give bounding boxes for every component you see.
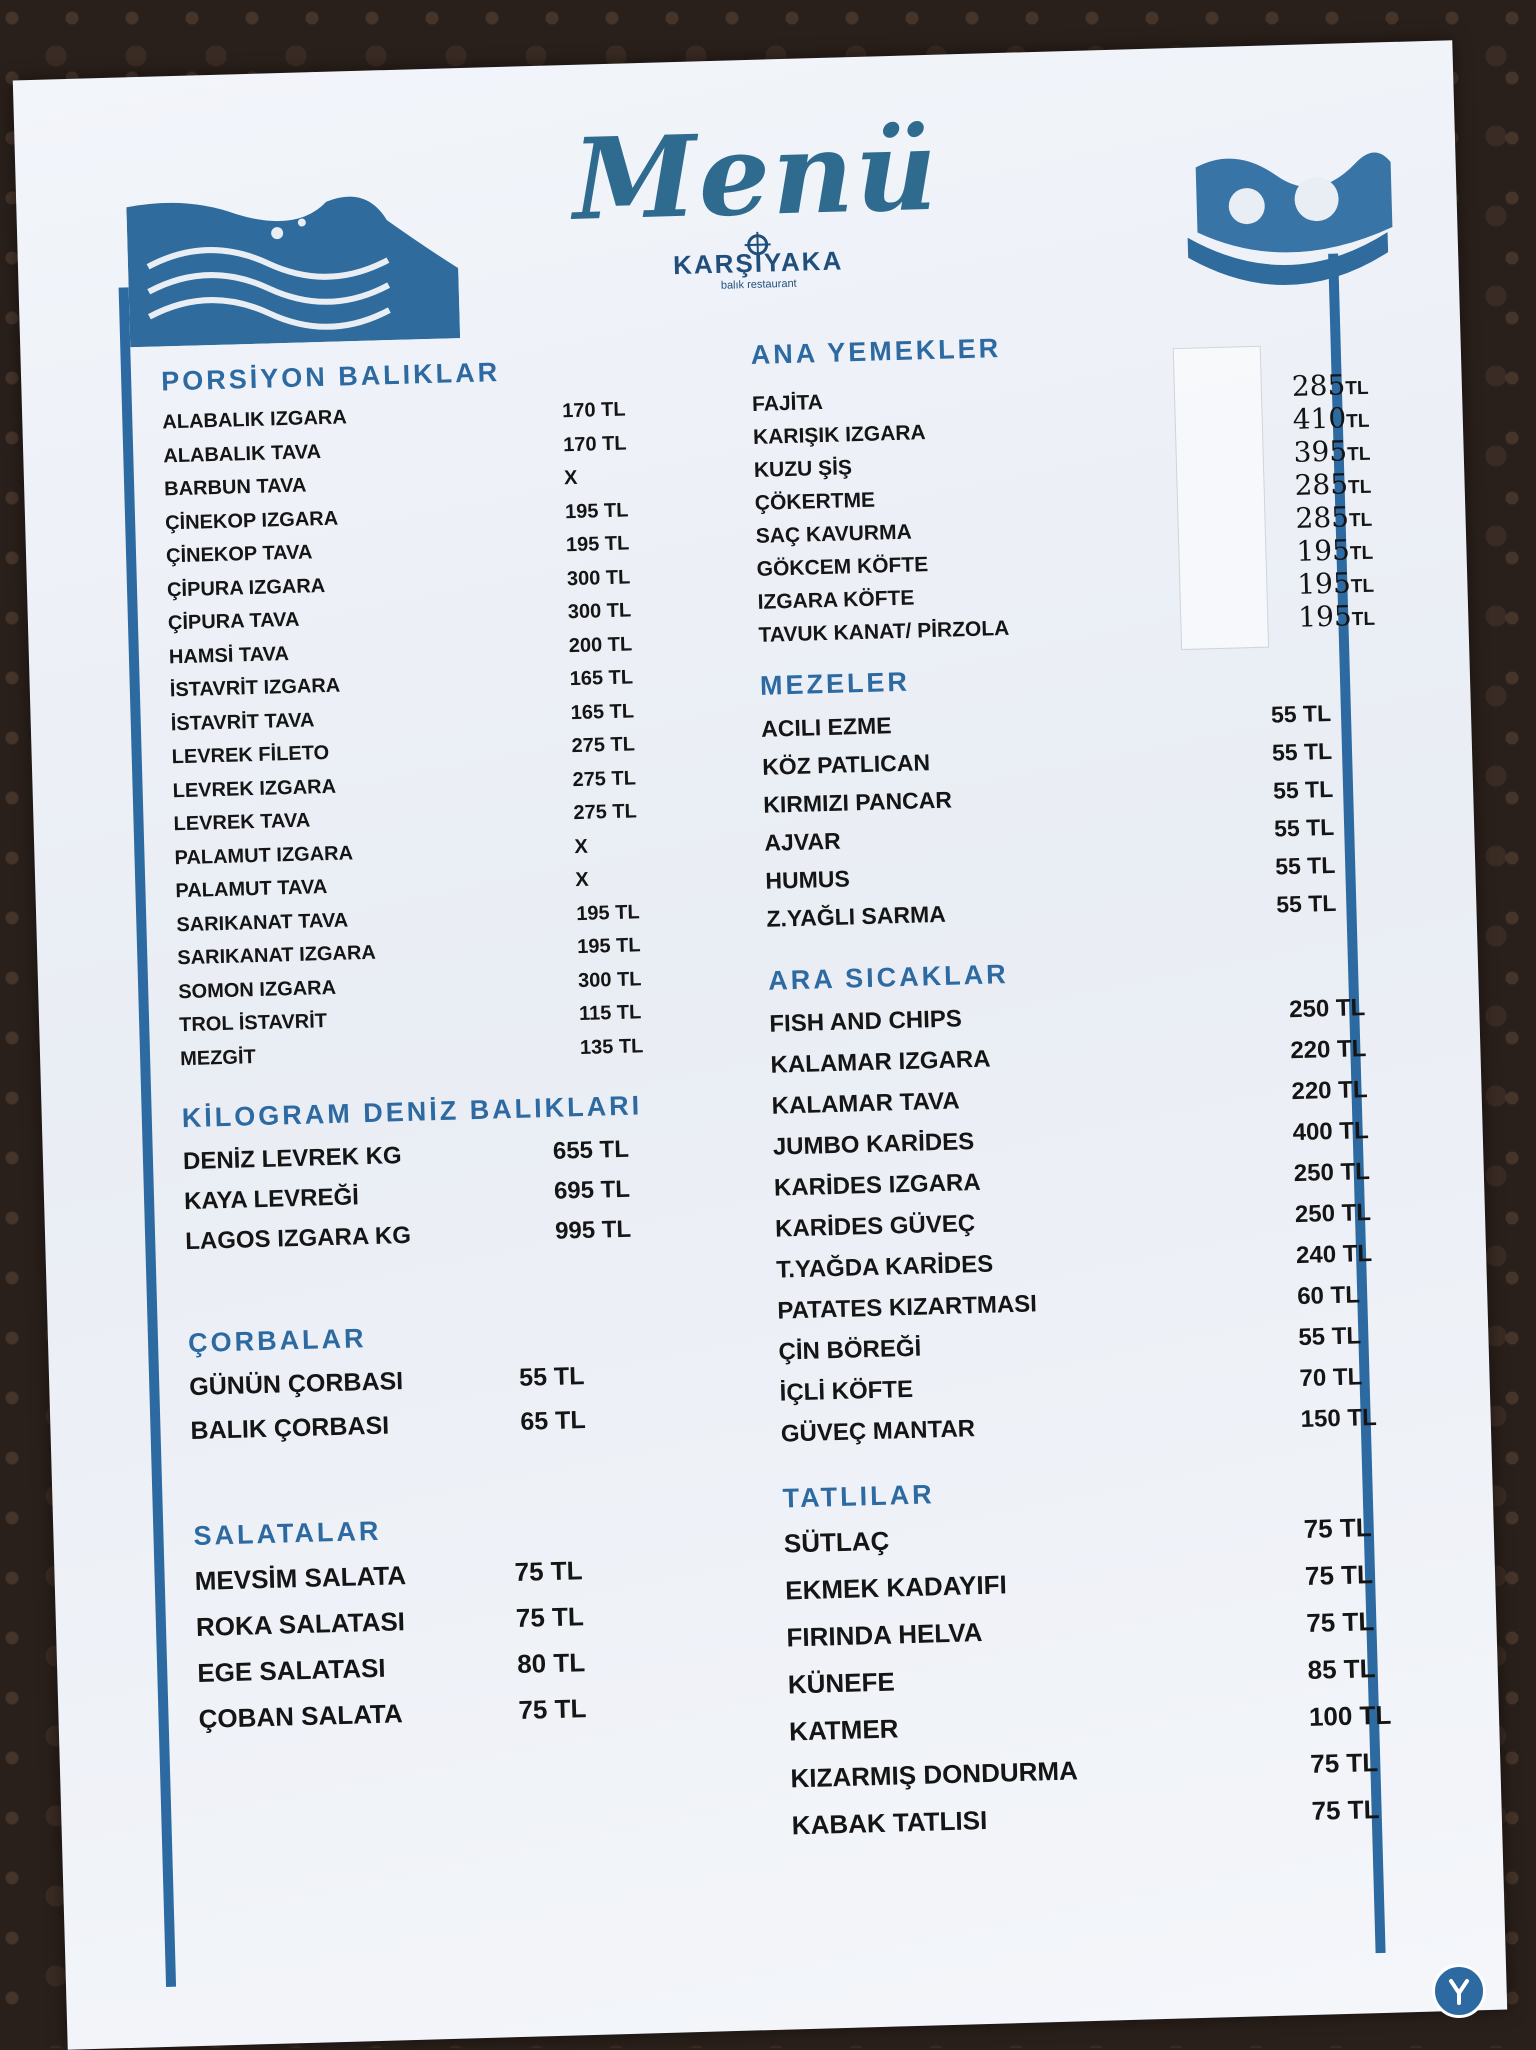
handwritten-price: 285: [1295, 500, 1350, 535]
menu-item-price: [1291, 368, 1372, 403]
menu-item-price: 55 TL: [518, 1362, 585, 1392]
menu-item-name: IZGARA KÖFTE: [757, 586, 915, 614]
menu-item-name: KÖZ PATLICAN: [761, 749, 931, 780]
menu-item-name: KALAMAR IZGARA: [770, 1045, 991, 1079]
menu-title: Menü: [570, 104, 941, 246]
menu-item-name: PATATES KIZARTMASI: [777, 1290, 1038, 1325]
menu-item-price: 75 TL: [1309, 1747, 1379, 1779]
wave-decoration-left: [126, 188, 460, 347]
menu-item-name: Z.YAĞLI SARMA: [766, 900, 947, 932]
menu-item-price: 100 TL: [1308, 1699, 1392, 1732]
menu-item-price: 195 TL: [575, 900, 640, 925]
section-title: ARA SICAKLAR: [767, 959, 1010, 996]
menu-item-price: 60 TL: [1296, 1281, 1361, 1311]
menu-item-name: KIRMIZI PANCAR: [762, 786, 953, 818]
menu-item-price: X: [563, 466, 578, 490]
menu-item-name: FIRINDA HELVA: [786, 1617, 983, 1653]
section-title: PORSİYON BALIKLAR: [160, 356, 501, 397]
handwritten-price: 285: [1294, 467, 1349, 502]
menu-item-price: 55 TL: [1273, 813, 1335, 842]
menu-item-name: KAYA LEVREĞİ: [183, 1183, 360, 1216]
menu-item-name: KABAK TATLISI: [791, 1804, 988, 1841]
menu-item-price: 275 TL: [573, 800, 638, 825]
item-list: [194, 1549, 819, 1750]
menu-item-name: LEVREK TAVA: [173, 809, 311, 836]
menu-item-price: 400 TL: [1292, 1117, 1370, 1147]
menu-item-name: ÇİN BÖREĞİ: [778, 1334, 922, 1366]
menu-item-price: X: [575, 868, 589, 892]
menu-item-price: 250 TL: [1294, 1199, 1372, 1229]
menu-item-price: 75 TL: [1304, 1559, 1374, 1591]
menu-item-price: [1294, 467, 1375, 502]
menu-item-name: MEZGİT: [179, 1045, 256, 1070]
menu-paper: [13, 40, 1507, 2049]
menu-item-name: EGE SALATASI: [196, 1652, 386, 1688]
menu-item-name: MEVSİM SALATA: [194, 1560, 407, 1596]
menu-item-name: İÇLİ KÖFTE: [779, 1375, 914, 1407]
menu-item-name: SARIKANAT TAVA: [176, 908, 349, 936]
menu-item-name: TROL İSTAVRİT: [178, 1010, 328, 1037]
right-column: [750, 323, 1413, 1880]
price-unit: TL: [1345, 377, 1369, 400]
y-logo-icon: [1445, 1977, 1473, 2005]
menu-item-name: SARIKANAT IZGARA: [177, 941, 377, 970]
handwritten-price: 195: [1297, 599, 1353, 634]
menu-item-name: KÜNEFE: [787, 1666, 896, 1700]
menu-item-name: GÖKCEM KÖFTE: [756, 553, 929, 581]
price-unit: TL: [1351, 608, 1376, 631]
menu-item-price: 55 TL: [1298, 1322, 1362, 1352]
menu-item-name: ÇİPURA IZGARA: [166, 574, 326, 601]
menu-item-price: 195 TL: [576, 934, 641, 959]
section-title: TATLILAR: [782, 1479, 936, 1514]
price-unit: TL: [1350, 575, 1375, 598]
section-kilogram-deniz-baliklari: [181, 1086, 805, 1268]
menu-item-name: ÇÖKERTME: [754, 488, 876, 515]
menu-item-name: KATMER: [788, 1713, 899, 1747]
handwritten-price: 395: [1293, 434, 1348, 469]
menu-item-name: EKMEK KADAYIFI: [784, 1569, 1008, 1606]
menu-item-price: 150 TL: [1300, 1403, 1378, 1434]
menu-item-price: 75 TL: [514, 1555, 583, 1588]
handwritten-price: 195: [1295, 533, 1351, 568]
menu-item-price: 55 TL: [1272, 775, 1334, 804]
menu-item-price: 240 TL: [1295, 1239, 1373, 1270]
menu-item-name: PALAMUT TAVA: [175, 876, 328, 903]
section-title: ANA YEMEKLER: [750, 333, 1002, 370]
menu-item-price: 75 TL: [515, 1601, 585, 1634]
menu-item-price: 170 TL: [562, 431, 627, 456]
section-title: SALATALAR: [193, 1515, 382, 1552]
section-title: ÇORBALAR: [187, 1323, 367, 1359]
section-title: MEZELER: [759, 666, 911, 701]
menu-item-name: TAVUK KANAT/ PİRZOLA: [758, 616, 1010, 647]
menu-item-name: ÇİPURA TAVA: [167, 608, 300, 635]
menu-item-price: 695 TL: [553, 1175, 631, 1205]
menu-item-name: AJVAR: [763, 827, 841, 856]
menu-item-name: T.YAĞDA KARİDES: [775, 1250, 994, 1284]
menu-item-price: 55 TL: [1275, 889, 1337, 918]
menu-item-name: BARBUN TAVA: [163, 474, 307, 501]
menu-item-price: 75 TL: [518, 1693, 587, 1725]
menu-item-name: KUZU ŞİŞ: [753, 456, 853, 482]
brand-subtitle: balık restaurant: [720, 277, 797, 292]
menu-item-name: HUMUS: [765, 865, 851, 894]
menu-item-name: KARIŞIK IZGARA: [752, 421, 926, 449]
menu-item-name: DENİZ LEVREK KG: [182, 1142, 403, 1176]
watermark-logo-icon: [1432, 1964, 1486, 2018]
menu-item-name: KARİDES GÜVEÇ: [774, 1210, 976, 1243]
menu-item-price: 55 TL: [1274, 851, 1336, 880]
item-list: [189, 1356, 811, 1461]
menu-item-name: FAJİTA: [751, 390, 824, 416]
handwritten-price: 410: [1292, 401, 1347, 436]
menu-item-name: ÇOBAN SALATA: [198, 1698, 404, 1734]
menu-item-price: 195 TL: [565, 532, 630, 557]
menu-item-price: 165 TL: [569, 666, 634, 691]
menu-item-price: [1295, 500, 1376, 535]
menu-item-price: 250 TL: [1293, 1158, 1371, 1188]
menu-item-name: ROKA SALATASI: [195, 1606, 406, 1642]
section-ana-yemekler: [750, 323, 1378, 649]
menu-item-price: 70 TL: [1299, 1363, 1363, 1393]
menu-item-price: 195 TL: [564, 498, 629, 523]
menu-item-name: HAMSİ TAVA: [168, 642, 290, 668]
menu-item-price: 220 TL: [1291, 1076, 1368, 1106]
menu-item-name: İSTAVRİT TAVA: [170, 708, 315, 735]
menu-item-price: [1292, 401, 1373, 436]
price-unit: TL: [1345, 410, 1370, 433]
menu-item-name: JUMBO KARİDES: [772, 1128, 975, 1161]
menu-item-price: 75 TL: [1311, 1794, 1380, 1826]
wave-decoration-right: [1175, 142, 1399, 308]
menu-item-price: 75 TL: [1305, 1606, 1375, 1638]
menu-item-price: 65 TL: [520, 1406, 587, 1436]
menu-item-name: SOMON IZGARA: [177, 976, 337, 1003]
item-list: [769, 993, 1401, 1461]
price-unit: TL: [1348, 509, 1373, 532]
menu-item-price: [1298, 599, 1379, 634]
menu-item-name: KARİDES IZGARA: [773, 1168, 981, 1202]
menu-item-price: 165 TL: [570, 699, 635, 724]
item-list: [761, 699, 1387, 944]
item-list: [162, 394, 800, 1081]
menu-item-price: 275 TL: [572, 766, 637, 791]
item-list: [784, 1511, 1413, 1857]
price-unit: TL: [1346, 443, 1371, 466]
menu-item-name: ÇİNEKOP IZGARA: [164, 507, 339, 534]
menu-item-price: 995 TL: [554, 1215, 632, 1245]
menu-item-name: PALAMUT IZGARA: [174, 841, 354, 869]
item-list: [752, 368, 1379, 649]
menu-item-price: 55 TL: [1271, 737, 1333, 766]
menu-item-name: SAÇ KAVURMA: [755, 520, 913, 548]
menu-item-price: 115 TL: [578, 1001, 642, 1026]
brand-name: KARŞIYAKA: [672, 245, 844, 281]
menu-item-price: [1293, 434, 1374, 469]
menu-item-price: 275 TL: [571, 733, 636, 758]
menu-item-price: 135 TL: [579, 1034, 644, 1059]
handwritten-price: 195: [1296, 566, 1352, 601]
section-salatalar: [193, 1504, 819, 1750]
menu-item-name: ACILI EZME: [760, 712, 892, 742]
menu-item-price: 250 TL: [1288, 994, 1366, 1024]
menu-item-name: ALABALIK TAVA: [163, 440, 322, 467]
section-corbalar: [188, 1311, 811, 1461]
section-porsiyon-baliklar: [161, 349, 801, 1081]
menu-item-price: 80 TL: [516, 1647, 586, 1680]
section-mezeler: [760, 654, 1387, 944]
menu-item-name: LEVREK FİLETO: [171, 741, 330, 769]
menu-item-price: 300 TL: [577, 967, 642, 992]
section-ara-sicaklar: [768, 948, 1402, 1461]
menu-item-price: X: [574, 835, 589, 858]
price-unit: TL: [1349, 542, 1374, 565]
menu-item-price: 200 TL: [568, 632, 633, 657]
menu-item-price: 300 TL: [567, 599, 632, 624]
menu-item-price: 55 TL: [1270, 699, 1332, 728]
menu-item-price: 655 TL: [552, 1135, 630, 1165]
item-list: [183, 1131, 806, 1268]
menu-item-price: [1296, 533, 1377, 568]
menu-header: [514, 104, 999, 297]
menu-item-price: 300 TL: [566, 565, 631, 590]
menu-item-price: 220 TL: [1289, 1035, 1367, 1065]
menu-item-price: [1297, 566, 1378, 601]
menu-item-name: BALIK ÇORBASI: [190, 1411, 390, 1446]
menu-item-name: KIZARMIŞ DONDURMA: [790, 1755, 1079, 1794]
menu-item-name: SÜTLAÇ: [783, 1525, 890, 1559]
menu-item-name: LEVREK IZGARA: [172, 775, 337, 802]
section-title: KİLOGRAM DENİZ BALIKLARI: [181, 1090, 643, 1134]
menu-item-name: GÜNÜN ÇORBASI: [188, 1367, 404, 1402]
menu-item-name: KALAMAR TAVA: [771, 1087, 960, 1120]
left-column: [161, 349, 820, 1772]
menu-item-price: 170 TL: [561, 398, 626, 423]
menu-item-name: ÇİNEKOP TAVA: [165, 541, 313, 568]
menu-item-price: 75 TL: [1303, 1512, 1373, 1545]
menu-item-name: ALABALIK IZGARA: [162, 406, 348, 434]
handwritten-price: 285: [1291, 368, 1346, 403]
menu-item-name: LAGOS IZGARA KG: [184, 1221, 412, 1256]
menu-item-name: GÜVEÇ MANTAR: [780, 1415, 976, 1448]
price-unit: TL: [1347, 476, 1372, 499]
menu-item-name: İSTAVRİT IZGARA: [169, 674, 341, 702]
section-tatlilar: [782, 1466, 1412, 1857]
menu-item-price: 85 TL: [1307, 1653, 1376, 1685]
menu-item-name: FISH AND CHIPS: [769, 1005, 963, 1038]
